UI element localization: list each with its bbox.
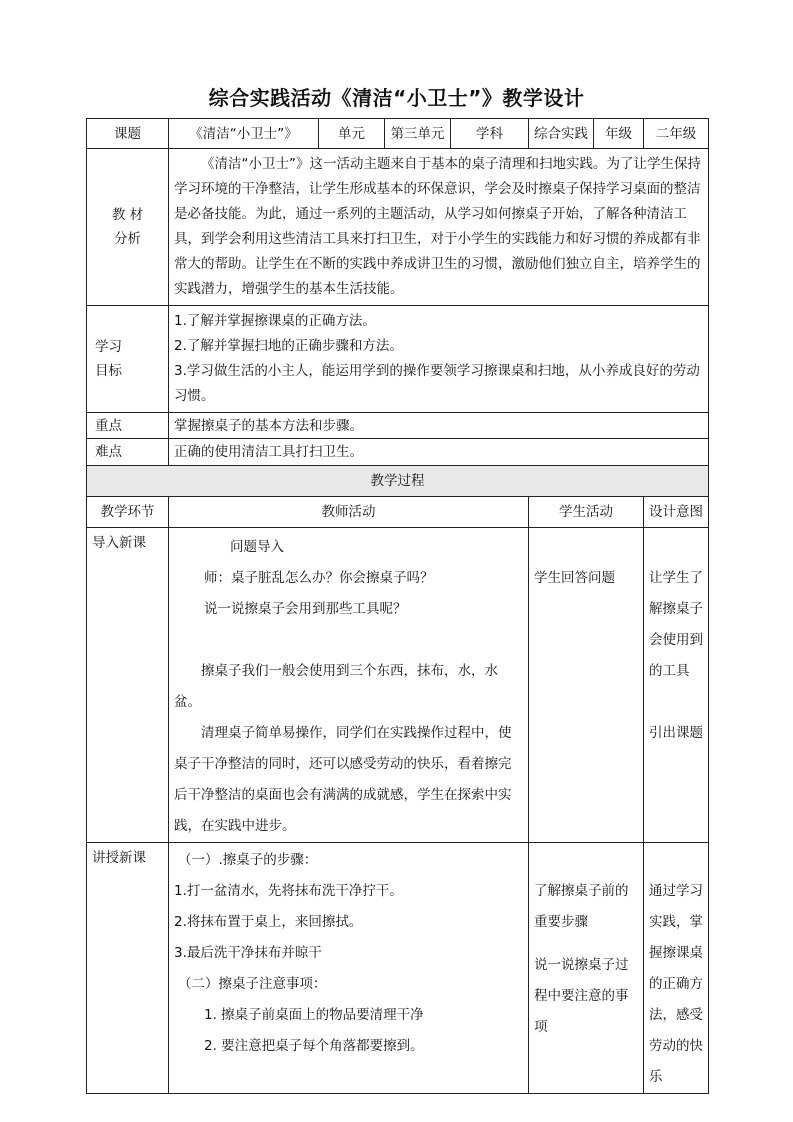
topic-label: 课题 <box>87 119 169 149</box>
key-point-row <box>87 413 709 439</box>
unit-value: 第三单元 <box>385 119 451 149</box>
process-row-intro <box>87 528 709 843</box>
col-intent-header: 设计意图 <box>644 497 709 528</box>
grade-value: 二年级 <box>644 119 709 149</box>
intro-paragraph-1: 擦桌子我们一般会使用到三个东西，抹布，水，水盆。 <box>174 663 498 710</box>
difficulty-label: 难点 <box>87 439 169 466</box>
student-activity-spacer <box>534 938 638 950</box>
note-1: 1. 擦桌子前桌面上的物品要清理干净 <box>204 1007 424 1023</box>
intro-paragraph-2: 清理桌子简单易操作，同学们在实践操作过程中，使桌子干净整洁的同时，还可以感受劳动的快乐，看着擦完后干净整洁的桌面也会有满满的成就感，学生在探索中实践，在实践中进步。 <box>174 725 512 834</box>
goals-label <box>87 306 169 413</box>
goals-label-line1: 学习 <box>95 339 122 355</box>
intent-new-lesson <box>644 843 709 1094</box>
step-2: 2.将抹布置于桌上，来回擦拭。 <box>174 914 363 930</box>
intro-heading: 问题导入 <box>230 539 284 555</box>
lesson-plan-table <box>86 118 709 1094</box>
notes-heading: （二）擦桌子注意事项： <box>178 976 327 992</box>
stage-intro: 导入新课 <box>87 528 169 843</box>
analysis-text: 《清洁“小卫士”》这一活动主题来自于基本的桌子清理和扫地实践。为了让学生保持学习环境的干净整洁，让学生形成基本的环保意识，学会及时擦桌子保持学习桌面的整洁是必备技能。为此，通过一系列的主题活动，从学习如何擦桌子开始，了解各种清洁工具，到学会利用这些清洁工具来打扫卫生，对于小学生的实践能力和好习惯的养成都有非常大的帮助。让学生在不断的实践中养成讲卫生的习惯，激励他们独立自主，培养学生的实践潜力，增强学生的基本生活技能。 <box>174 156 701 297</box>
step-3: 3.最后洗干净抹布并晾干 <box>174 945 322 961</box>
steps-heading: （一）.擦桌子的步骤： <box>178 852 318 868</box>
intent-intro-spacer <box>649 687 703 718</box>
topic-value: 《清洁“小卫士”》 <box>169 119 319 149</box>
subject-value: 综合实践 <box>529 119 594 149</box>
intent-new-lesson-text: 通过学习实践，掌握擦课桌的正确方法，感受劳动的快乐 <box>649 883 703 1085</box>
col-teacher-header: 教师活动 <box>169 497 529 528</box>
stage-new-lesson: 讲授新课 <box>87 843 169 1094</box>
analysis-label-line1: 教 材 <box>111 207 144 223</box>
process-title-row <box>87 466 709 497</box>
key-point-text: 掌握擦桌子的基本方法和步骤。 <box>169 413 709 439</box>
difficulty-text: 正确的使用清洁工具打扫卫生。 <box>169 439 709 466</box>
process-title: 教学过程 <box>87 466 709 497</box>
document-title: 综合实践活动《清洁“小卫士”》教学设计 <box>208 86 585 110</box>
intro-question-1: 师：桌子脏乱怎么办？你会擦桌子吗？ <box>204 570 434 586</box>
student-activity-new-lesson <box>529 843 644 1094</box>
teacher-activity-new-lesson <box>169 843 529 1094</box>
grade-label: 年级 <box>594 119 644 149</box>
process-header-row <box>87 497 709 528</box>
note-2: 2. 要注意把桌子每个角落都要擦到。 <box>204 1038 424 1054</box>
goals-cell <box>169 306 709 413</box>
analysis-label <box>87 149 169 306</box>
key-point-label: 重点 <box>87 413 169 439</box>
subject-label: 学科 <box>451 119 529 149</box>
goals-label-line2: 目标 <box>95 363 122 379</box>
header-row <box>87 119 709 149</box>
step-1: 1.打一盆清水，先将抹布洗干净拧干。 <box>174 883 403 899</box>
unit-label: 单元 <box>319 119 385 149</box>
process-row-new-lesson <box>87 843 709 1094</box>
intro-question-2: 说一说擦桌子会用到那些工具呢？ <box>204 601 407 617</box>
col-student-header: 学生活动 <box>529 497 644 528</box>
student-activity-intro <box>529 528 644 843</box>
student-intro-text: 学生回答问题 <box>534 570 615 586</box>
intro-spacer <box>174 625 523 656</box>
student-activity-2: 说一说擦桌子过程中要注意的事项 <box>534 957 629 1035</box>
col-stage-header: 教学环节 <box>87 497 169 528</box>
analysis-cell <box>169 149 709 306</box>
intent-intro-text: 让学生了解擦桌子会使用到的工具 <box>649 570 703 679</box>
intent-intro <box>644 528 709 843</box>
teacher-activity-intro <box>169 528 529 843</box>
goal-item: 2.了解并掌握扫地的正确步骤和方法。 <box>174 338 403 354</box>
analysis-label-line2: 分析 <box>114 231 141 247</box>
student-activity-1: 了解擦桌子前的重要步骤 <box>534 883 629 930</box>
goals-row <box>87 306 709 413</box>
intent-intro-extra: 引出课题 <box>649 725 703 741</box>
analysis-row <box>87 149 709 306</box>
difficulty-row <box>87 439 709 466</box>
goal-item: 1.了解并掌握擦课桌的正确方法。 <box>174 313 376 329</box>
goal-item: 3.学习做生活的小主人，能运用学到的操作要领学习擦课桌和扫地，从小养成良好的劳动习惯。 <box>174 363 700 404</box>
